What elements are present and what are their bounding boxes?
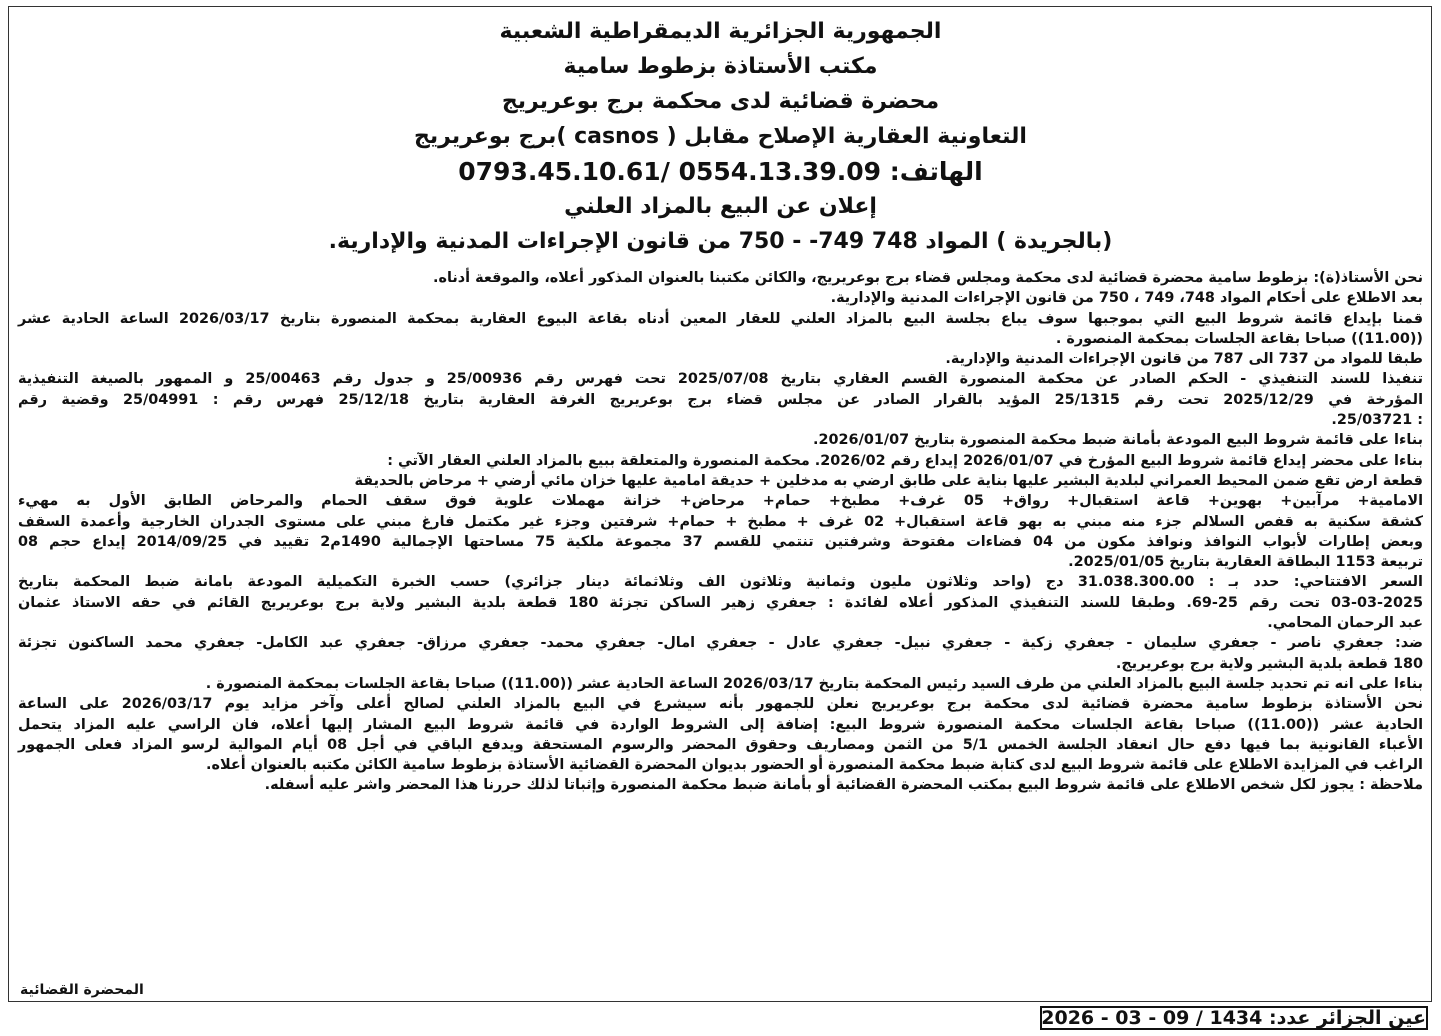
body-line: ((11.00)) صباحا بقاعة الجلسات بمحكمة المنصورة . xyxy=(1055,330,1423,347)
body-line: السعر الافتتاحي: حدد بـ : 31.038.300.00 دج (واحد وثلاثون مليون وثمانية وثلاثون الف وثلاثمائة دينار جزائري) حسب الخبرة التكميلية المودعة بامانة ضبط المحكمة بتاريخ xyxy=(18,574,1423,591)
body-line: 180 قطعة بلدية البشير ولاية برج بوعريريج. xyxy=(1115,655,1423,672)
body-line: ضد: جعفري ناصر - جعفري سليمان - جعفري زكية - جعفري نبيل- جعفري عادل - جعفري امال- جعفري محمد- جعفري مرزاق- جعفري عبد الكامل- جعفري محمد الساكنون تجزئة xyxy=(18,635,1423,652)
bailiff-role: محضرة قضائية لدى محكمة برج بوعريريج xyxy=(501,89,940,114)
body-line: ملاحظة : يجوز لكل شخص الاطلاع على قائمة شروط البيع بمكتب المحضرة القضائية أو بأمانة ضبط محكمة المنصورة وإثباتا لذلك حررنا هذا المحضر واشر عليه أسفله. xyxy=(264,777,1423,794)
law-reference: (بالجريدة ) المواد 748 749- - 750 من قانون الإجراءات المدنية والإدارية. xyxy=(328,229,1113,254)
notice-heading xyxy=(0,14,1441,259)
republic-title: الجمهورية الجزائرية الديمقراطية الشعبية xyxy=(499,19,942,44)
body-line: طبقا للمواد من 737 الى 787 من قانون الإجراءات المدنية والإدارية. xyxy=(945,351,1423,368)
notice-title: إعلان عن البيع بالمزاد العلني xyxy=(564,194,877,219)
body-line: كشقة سكنية به قفص السلالم جزء منه مبني به بهو قاعة استقبال+ 02 غرف + مطبخ + حمام+ شرفتين وجزء غير مكتمل فارغ مبني على مستوى الجدران الخارجية وأعمدة السقف xyxy=(18,513,1423,530)
body-line: قمنا بإيداع قائمة شروط البيع التي بموجبها سوف يباع بجلسة البيع بالمزاد العلني للعقار المعين أدناه بقاعة البيوع العقارية بمحكمة المنصورة بتاريخ 2026/03/17 الساعة الحادية عشر xyxy=(18,310,1423,327)
reference-number: 1434 / 09 - 03 - 2026 xyxy=(1041,1007,1263,1029)
reference-label: عين الجزائر عدد: xyxy=(1269,1007,1426,1029)
body-line: المؤرخة في 2025/12/29 تحت رقم 25/1315 المؤيد بالقرار الصادر عن مجلس قضاء برج بوعريريج الغرفة العقارية بتاريخ 25/12/18 فهرس رقم : 25/04991 وقضية رقم xyxy=(18,391,1423,408)
office-phone: الهاتف: 0554.13.39.09 /0793.45.10.61 xyxy=(458,157,983,186)
body-line: بناءا على محضر إيداع قائمة شروط البيع المؤرخ في 2026/01/07 إيداع رقم 2026/02. محكمة المنصورة والمتعلقة ببيع بالمزاد العلني العقار الآتي : xyxy=(387,452,1423,469)
signature: المحضرة القضائية xyxy=(20,982,144,998)
office-name: مكتب الأستاذة بزطوط سامية xyxy=(563,54,878,79)
body-line: نحن الأستاذ(ة): بزطوط سامية محضرة قضائية لدى محكمة ومجلس قضاء برج بوعريريج، والكائن مكتبنا بالعنوان المذكور أعلاه، والموقعة أدناه. xyxy=(433,270,1423,286)
body-line: وبعض إطارات لأبواب النوافذ ونوافذ مكون من 04 فضاءات مفتوحة وشرفتين تنتمي للقسم 37 مجموعة ملكية 75 مساحتها الإجمالية 1490م2 تقييد في 2014/09/25 إيداع حجم 08 xyxy=(18,533,1423,550)
body-line: قطعة ارض تقع ضمن المحيط العمراني لبلدية البشير عليها بناية على طابق ارضي به مدخلين + حديقة امامية عليها خزان مائي أرضي + مرحاض بالحديقة xyxy=(354,472,1423,489)
office-address: التعاونية العقارية الإصلاح مقابل ( casnos )برج بوعريريج xyxy=(414,124,1027,149)
body-line: عبد الرحمان المحامي. xyxy=(1267,615,1423,632)
body-line: بناءا على قائمة شروط البيع المودعة بأمانة ضبط محكمة المنصورة بتاريخ 2026/01/07. xyxy=(813,432,1423,449)
body-line: تنفيذا للسند التنفيذي - الحكم الصادر عن محكمة المنصورة القسم العقاري بتاريخ 2025/07/08 تحت فهرس رقم 25/00936 و جدول رقم 25/00463 و الممهور بالصيغة التنفيذية xyxy=(18,371,1423,388)
newspaper-reference xyxy=(1040,1006,1428,1030)
body-line: : 25/03721. xyxy=(1331,412,1423,429)
body-line: نحن الأستاذة بزطوط سامية محضرة قضائية لدى محكمة برج بوعريريج نعلن للجمهور بأنه سيشرع في البيع بالمزاد العلني لصالح أعلى وآخر مزايد يوم 2026/03/17 على الساعة xyxy=(18,696,1423,713)
notice-body xyxy=(18,268,1423,796)
body-line: الراغب في المزايدة الاطلاع على قائمة شروط البيع لدى كتابة ضبط محكمة المنصورة أو الحضور بديوان المحضرة القضائية الأستاذة بزطوط سامية الكائن مكتبه بالعنوان أعلاه. xyxy=(206,757,1423,774)
body-line: الحادية عشر ((11.00)) صباحا بقاعة الجلسات محكمة المنصورة شروط البيع: إضافة إلى الشروط الواردة في قائمة شروط البيع المشار إليها أعلاه، فان الراسي عليه المزاد يتحمل xyxy=(18,716,1423,733)
body-line: 03-03-2025 تحت رقم 25-69. وطبقا للسند التنفيذي المذكور أعلاه لفائدة : جعفري زهير الساكن تجزئة 180 قطعة بلدية البشير ولاية برج بوعريريج القائم في حقه الاستاذ عثمان xyxy=(18,594,1424,611)
body-line: الأعباء القانونية بما فيها دفع حال انعقاد الجلسة الخمس 5/1 من الثمن ومصاريف وحقوق المحضر والرسوم المستحقة ويدفع الباقي في أجل 08 أيام الموالية لرسو المزاد فعلى الجمهور xyxy=(18,736,1424,753)
body-line: بناءا على انه تم تحديد جلسة البيع بالمزاد العلني من طرف السيد رئيس المحكمة بتاريخ 2026/03/17 الساعة الحادية عشر ((11.00)) صباحا بقاعة الجلسات بمحكمة المنصورة . xyxy=(205,675,1423,692)
body-line: تربيعة 1153 البطاقة العقارية بتاريخ 2025/01/05. xyxy=(1068,554,1423,571)
body-line: الامامية+ مرآبين+ بهوين+ قاعة استقبال+ رواق+ 05 غرف+ مطبخ+ حمام+ مرحاض+ خزانة مهملات علوية فوق سقف الحمام والمرحاض الطابق الأول به مهيء xyxy=(18,493,1424,510)
body-line: بعد الاطلاع على أحكام المواد 748، 749 ، 750 من قانون الإجراءات المدنية والإدارية. xyxy=(830,290,1423,307)
